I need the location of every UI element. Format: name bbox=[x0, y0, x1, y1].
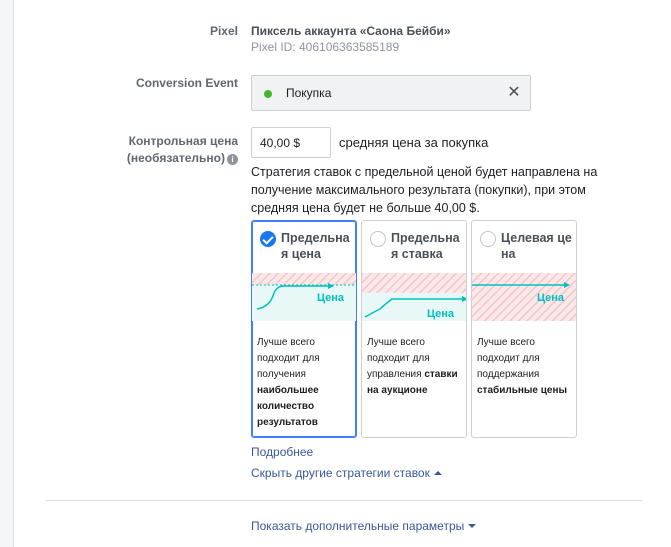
bid-control-label bbox=[127, 133, 238, 167]
conversion-event-label: Conversion Event bbox=[135, 76, 238, 90]
pixel-name: Пиксель аккаунта «Саона Бейби» bbox=[251, 24, 451, 38]
hide-strategies-label: Скрыть другие стратегии ставок bbox=[251, 466, 430, 480]
show-more-options-label: Показать дополнительные параметры bbox=[251, 519, 465, 533]
bid-cap-chart bbox=[362, 273, 467, 323]
bid-price-suffix: средняя цена за покупка bbox=[339, 135, 489, 150]
chart-price-label: Цена bbox=[317, 292, 345, 304]
radio-unchecked-icon[interactable] bbox=[370, 231, 386, 247]
bid-control-label-optional: (необязательно) bbox=[126, 151, 225, 165]
chart-price-label: Цена bbox=[427, 308, 455, 320]
radio-unchecked-icon[interactable] bbox=[480, 231, 496, 247]
chart-price-label: Цена bbox=[537, 292, 565, 304]
cost-cap-chart bbox=[252, 273, 357, 323]
hide-strategies-link[interactable] bbox=[251, 466, 442, 480]
radio-checked-icon[interactable] bbox=[260, 231, 276, 247]
conversion-event-selector[interactable] bbox=[251, 75, 531, 111]
desc-plain: Лучше всего подходит для получения bbox=[257, 337, 320, 380]
show-more-options-link[interactable] bbox=[251, 519, 476, 533]
strategy-card-bid-cap[interactable] bbox=[361, 220, 467, 438]
close-icon[interactable]: ✕ bbox=[507, 84, 521, 101]
desc-bold: ставки на аукционе bbox=[367, 369, 458, 396]
learn-more-link[interactable]: Подробнее bbox=[251, 445, 314, 459]
desc-bold: стабильные цены bbox=[477, 385, 568, 396]
caret-up-icon bbox=[434, 471, 442, 475]
strategy-card-description bbox=[367, 335, 463, 399]
bid-price-input[interactable] bbox=[251, 127, 331, 158]
above-price-zone bbox=[252, 273, 357, 285]
info-icon[interactable]: i bbox=[227, 154, 238, 165]
strategy-card-title: Целевая цена bbox=[501, 231, 572, 261]
section-divider bbox=[46, 500, 642, 501]
pixel-id: Pixel ID: 406106363585189 bbox=[251, 40, 400, 54]
left-sidebar-strip bbox=[0, 0, 14, 547]
bid-control-label-line2 bbox=[127, 150, 238, 167]
strategy-card-description bbox=[257, 335, 353, 431]
desc-plain: Лучше всего подходит для управления bbox=[367, 337, 430, 380]
caret-down-icon bbox=[468, 524, 476, 528]
strategy-card-description bbox=[477, 335, 573, 399]
strategy-card-target-cost[interactable] bbox=[471, 220, 577, 438]
strategy-card-title: Предельная ставка bbox=[391, 231, 460, 261]
desc-plain: Лучше всего подходит для поддержания bbox=[477, 337, 540, 380]
target-cost-chart bbox=[472, 273, 577, 323]
conversion-event-value: Покупка bbox=[286, 86, 332, 100]
strategy-card-lowest-cost-cap[interactable] bbox=[251, 220, 357, 438]
bid-strategy-description: Стратегия ставок с предельной ценой будет направлена на получение максимального результата (покупки), при этом средняя цена будет не больше 40,00 $. bbox=[251, 165, 598, 215]
active-status-dot bbox=[264, 90, 272, 98]
bid-control-label-line1: Контрольная цена bbox=[128, 134, 238, 148]
pixel-label: Pixel bbox=[209, 24, 238, 38]
strategy-card-title: Предельная цена bbox=[281, 231, 350, 261]
above-price-zone bbox=[362, 273, 467, 293]
desc-bold: наибольшее количество результатов bbox=[257, 385, 319, 428]
